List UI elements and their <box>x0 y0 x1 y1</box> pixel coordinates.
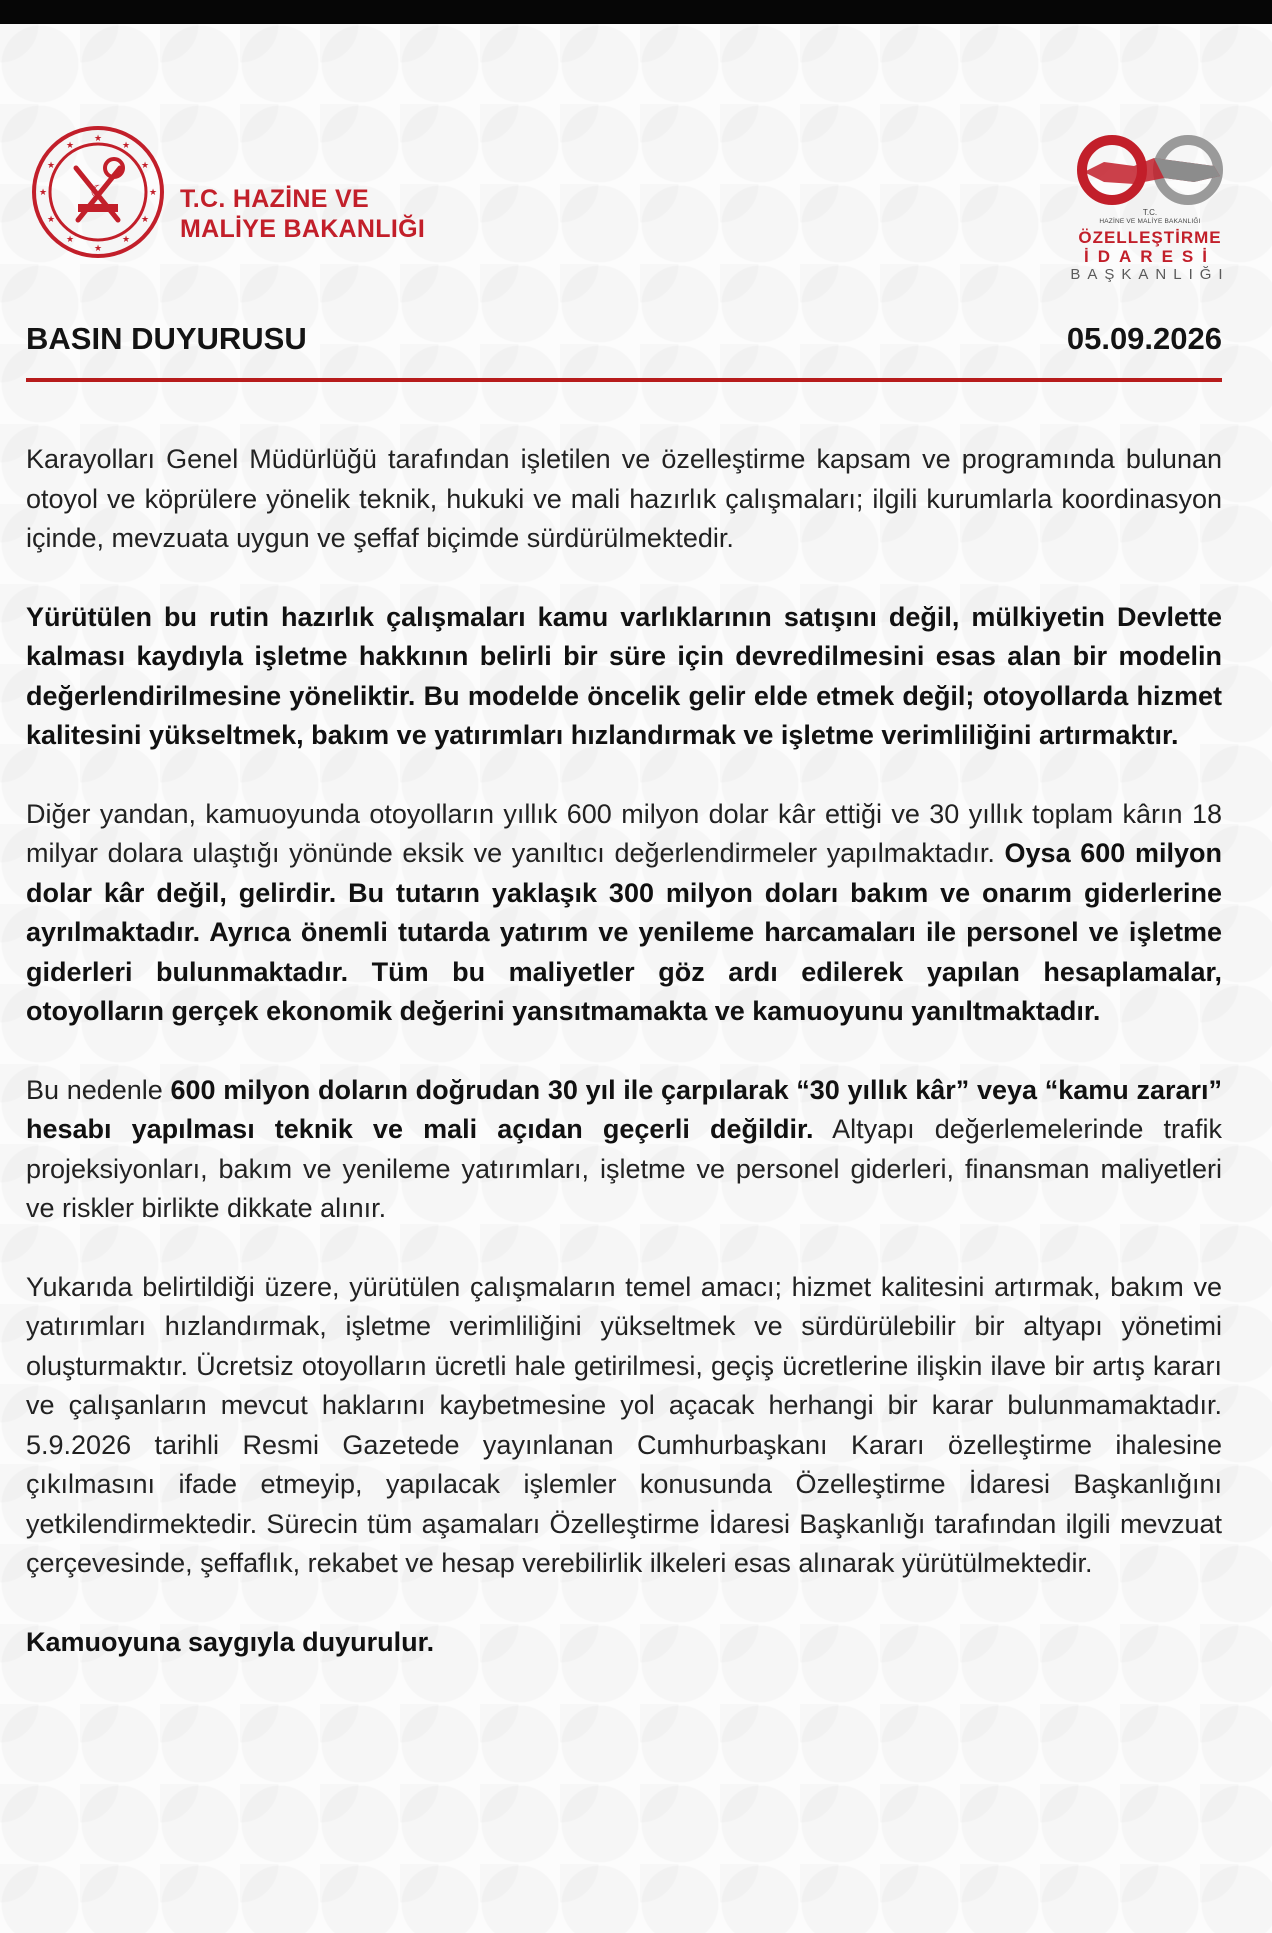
svg-text:★: ★ <box>121 141 131 151</box>
paragraph-4 <box>26 1071 1222 1229</box>
closing-line: Kamuoyuna saygıyla duyurulur. <box>26 1626 435 1657</box>
paragraph-4-emphasis: 600 milyon doların doğrudan 30 yıl ile çarpılarak “30 yıllık kâr” veya “kamu zararı” hesabı yapılması teknik ve mali açıdan geçerli değildir. <box>26 1074 1222 1144</box>
svg-text:★: ★ <box>148 188 158 198</box>
logo-tc: T.C. <box>1142 208 1158 217</box>
svg-text:★: ★ <box>140 161 150 171</box>
logo-presidency: BAŞKANLIĞI <box>1070 266 1230 283</box>
document-type: BASIN DUYURUSU <box>26 321 307 356</box>
paragraph-3 <box>26 795 1222 1032</box>
paragraph-3-text: Diğer yandan, kamuoyunda otoyolların yıllık 600 milyon dolar kâr ettiği ve 30 yıllık toplam kârın 18 milyar dolara ulaştığı yönünde eksik ve yanıltıcı değerlendirmeler yapılmaktadır. <box>26 798 1222 868</box>
privatization-administration-logo-icon <box>1070 132 1230 282</box>
logo-administration: İDARESİ <box>1084 247 1216 266</box>
svg-text:★: ★ <box>65 235 75 245</box>
svg-text:★: ★ <box>46 161 56 171</box>
top-bar <box>0 0 1272 24</box>
svg-text:★: ★ <box>93 244 103 254</box>
paragraph-4-intro: Bu nedenle <box>26 1074 171 1105</box>
svg-text:★: ★ <box>65 141 75 151</box>
document-date: 05.09.2026 <box>1066 321 1222 356</box>
svg-text:★: ★ <box>121 235 131 245</box>
letterhead <box>0 24 1272 294</box>
paragraph-1: Karayolları Genel Müdürlüğü tarafından işletilen ve özelleştirme kapsam ve programında bulunan otoyol ve köprülere yönelik teknik, hukuki ve mali hazırlık çalışmaları; ilgili kurumlarla koordinasyon içinde, mevzuata uygun ve şeffaf biçimde sürdürülmektedir. <box>26 444 1222 553</box>
paragraph-3-emphasis: Oysa 600 milyon dolar kâr değil, gelirdir. Bu tutarın yaklaşık 300 milyon doları bakım ve onarım giderlerine ayrılmaktadır. Ayrıca önemli tutarda yatırım ve yenileme harcamaları ile personel ve işletme giderleri bulunmaktadır. Tüm bu maliyetler göz ardı edilerek yapılan hesaplamalar, otoyolların gerçek ekonomik değerini yansıtmamakta ve kamuoyunu yanıltmaktadır. <box>26 838 1222 1026</box>
svg-text:★: ★ <box>140 215 150 225</box>
ministry-name: T.C. HAZİNE VE MALİYE BAKANLIĞI <box>180 185 426 243</box>
logo-ministry-name: HAZİNE VE MALİYE BAKANLIĞI <box>1099 218 1201 225</box>
paragraph-2: Yürütülen bu rutin hazırlık çalışmaları kamu varlıklarının satışını değil, mülkiyetin Devlette kalması kaydıyla işletme hakkının belirli bir süre için devredilmesini esas alan bir modelin değerlendirilmesine yöneliktir. Bu modelde öncelik gelir elde etmek değil; otoyollarda hizmet kalitesini yükseltmek, bakım ve yatırımları hızlandırmak ve işletme verimliliğini artırmaktır. <box>26 601 1222 750</box>
svg-text:☾: ☾ <box>90 182 107 203</box>
svg-text:★: ★ <box>93 134 103 144</box>
press-release-body <box>26 440 1222 1701</box>
press-release-page <box>0 24 1272 1933</box>
svg-text:★: ★ <box>46 215 56 225</box>
svg-text:★: ★ <box>38 188 48 198</box>
ministry-emblem-icon <box>30 124 166 260</box>
paragraph-5: Yukarıda belirtildiği üzere, yürütülen çalışmaların temel amacı; hizmet kalitesini artırmak, bakım ve yatırımları hızlandırmak, işletme verimliliğini yükseltmek ve sürdürülebilir bir altyapı yönetimi oluşturmaktır. Ücretsiz otoyolların ücretli hale getirilmesi, geçiş ücretlerine ilişkin ilave bir artış kararı ve çalışanların mevcut haklarını kaybetmesine yol açacak herhangi bir karar bulunmamaktadır. 5.9.2026 tarihli Resmi Gazetede yayınlanan Cumhurbaşkanı Kararı özelleştirme ihalesine çıkılmasını ifade etmeyip, yapılacak işlemler konusunda Özelleştirme İdaresi Başkanlığını yetkilendirmektedir. Sürecin tüm aşamaları Özelleştirme İdaresi Başkanlığı tarafından ilgili mevzuat çerçevesinde, şeffaflık, rekabet ve hesap verebilirlik ilkeleri esas alınarak yürütülmektedir. <box>26 1271 1222 1578</box>
document-title-row <box>26 309 1222 367</box>
logo-privatization: ÖZELLEŞTİRME <box>1078 228 1222 247</box>
paragraph-4-text: Altyapı değerlemelerinde trafik projeksiyonları, bakım ve yenileme yatırımları, işletme ve personel giderleri, finansman maliyetleri ve riskler birlikte dikkate alınır. <box>26 1114 1222 1223</box>
header-divider <box>26 378 1222 382</box>
